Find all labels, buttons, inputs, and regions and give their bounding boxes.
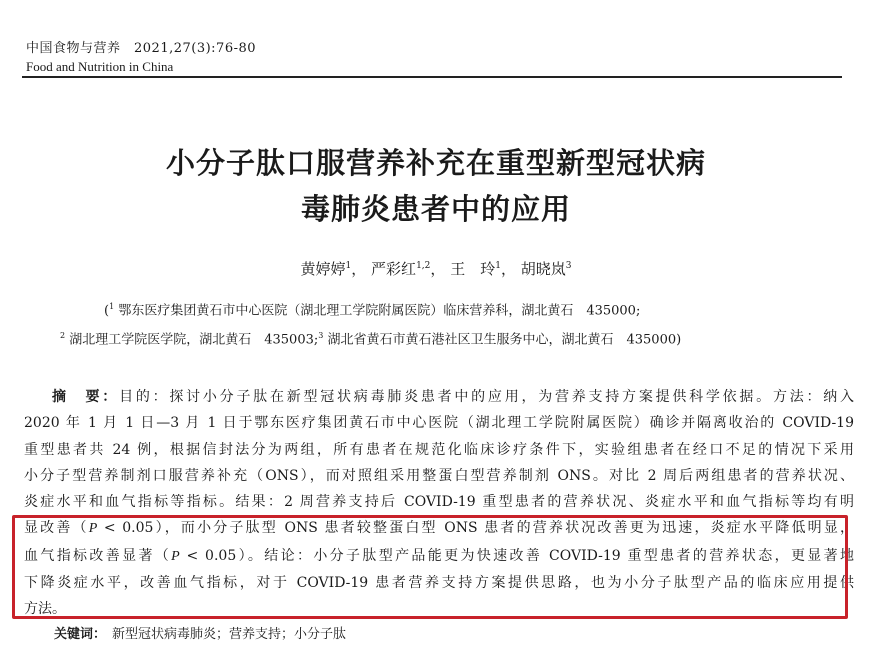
abstract-line: 2020 年 1 月 1 日—3 月 1 日于鄂东医疗集团黄石市中心医院（湖北理工学院附属医院）确诊并隔离收治的 COVID-19 — [24, 415, 854, 432]
article-title — [0, 140, 872, 232]
journal-header — [26, 40, 256, 76]
affiliation-line-1: ($^1$ 鄂东医疗集团黄石市中心医院（湖北理工学院附属医院）临床营养科，湖北黄石 435000; — [104, 302, 641, 319]
author-name: 黄婷婷 — [300, 260, 346, 278]
p-value-symbol: P — [171, 548, 180, 564]
author-separator: ， — [430, 260, 446, 278]
affiliation-mark: 2 — [60, 331, 66, 340]
abstract-line: 方法。 — [24, 601, 66, 618]
header-rule — [22, 76, 842, 78]
affiliation-mark: 3 — [318, 331, 324, 340]
affiliation-line-2 — [60, 327, 681, 349]
title-line-2: 毒肺炎患者中的应用 — [300, 192, 571, 226]
journal-name-en: Food and Nutrition in China — [26, 59, 174, 74]
author-affiliation-mark: 1 — [345, 261, 352, 271]
author-affiliation-mark: 1,2 — [416, 261, 431, 271]
author-name: 胡晓岚 — [520, 260, 566, 278]
keywords — [54, 626, 346, 644]
author-affiliation-mark: 3 — [565, 261, 572, 271]
abstract-line: 重型患者共 24 例，根据信封法分为两组，所有患者在规范化临床诊疗条件下，实验组患者在经口不足的情况下采用 — [24, 441, 854, 458]
abstract-line: 显改善（P < 0.05），而小分子肽型 ONS 患者较整蛋白型 ONS 患者的营养状况改善更为迅速，炎症水平降低明显， — [24, 520, 854, 537]
affiliation-text: 湖北理工学院医学院，湖北黄石 435003; — [69, 332, 319, 348]
abstract-label: 摘 要： — [52, 389, 120, 405]
author-list — [0, 256, 872, 279]
abstract-line: 小分子型营养制剂口服营养补充（ONS），而对照组采用整蛋白型营养制剂 ONS。对比 2 周后两组患者的营养状况、 — [24, 467, 854, 484]
abstract-line: 摘 要：目的：探讨小分子肽在新型冠状病毒肺炎患者中的应用，为营养支持方案提供科学依据。方法：纳入 — [52, 389, 855, 405]
affiliation-text: 湖北省黄石市黄石港社区卫生服务中心，湖北黄石 435000) — [327, 332, 682, 348]
p-value-symbol: P — [88, 521, 98, 537]
author-affiliation-mark: 1 — [495, 261, 501, 271]
abstract-line: 炎症水平和血气指标等指标。结果：2 周营养支持后 COVID-19 重型患者的营养状况、炎症水平和血气指标等均有明 — [24, 494, 854, 511]
abstract-line: 下降炎症水平，改善血气指标，对于 COVID-19 患者营养支持方案提供思路，也为小分子肽型产品的临床应用提供 — [24, 575, 854, 592]
affiliation-text: 鄂东医疗集团黄石市中心医院（湖北理工学院附属医院）临床营养科，湖北黄石 435000; — [118, 303, 641, 319]
abstract-line: 血气指标改善显著（P < 0.05）。结论：小分子肽型产品能更为快速改善 COVID-19 重型患者的营养状态，更显著地 — [24, 547, 854, 564]
author-separator: ， — [500, 260, 516, 278]
keywords-label: 关键词： — [54, 627, 107, 642]
highlight-box — [12, 515, 848, 619]
journal-citation-cn: 中国食物与营养 2021,27(3):76-80 — [26, 41, 257, 56]
keywords-text: 新型冠状病毒肺炎；营养支持；小分子肽 — [112, 627, 347, 642]
author-name: 严彩红 — [371, 260, 417, 278]
affiliation-mark: 1 — [109, 302, 115, 311]
author-separator: ， — [351, 260, 367, 278]
author-name: 王 玲 — [450, 260, 496, 278]
title-line-1: 小分子肽口服营养补充在重型新型冠状病 — [165, 146, 706, 180]
